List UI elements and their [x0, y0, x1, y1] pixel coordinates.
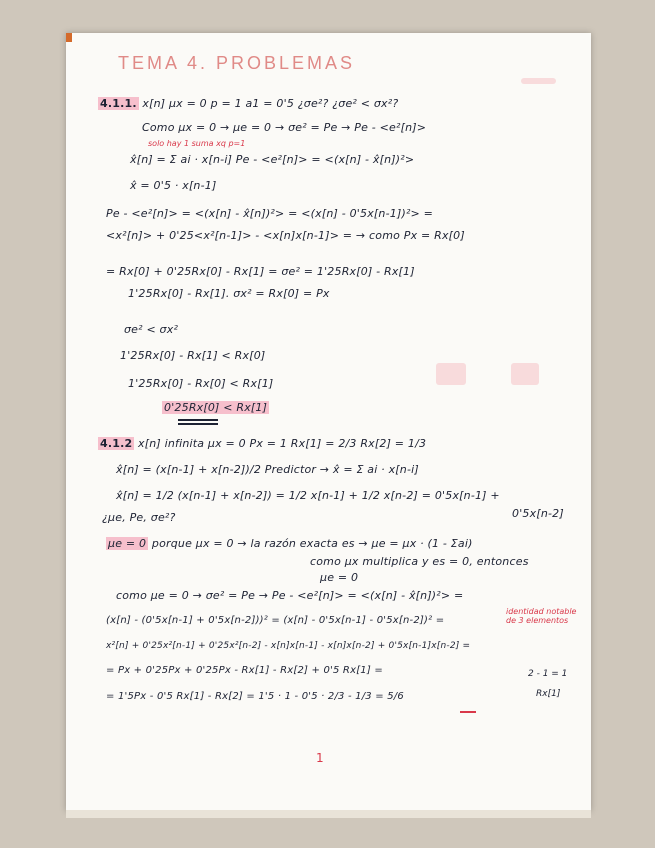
side-note: Rx[1] — [536, 689, 561, 699]
highlight-smudge — [521, 78, 556, 84]
page-number: 1 — [316, 751, 324, 765]
text-line: = Rx[0] + 0'25Rx[0] - Rx[1] = σe² = 1'25Rx[0] - Rx[1] — [106, 265, 415, 278]
text-line: como μx multiplica y es = 0, entonces — [310, 555, 529, 568]
section-2-statement: x[n] infinita μx = 0 Px = 1 Rx[1] = 2/3 Rx[2] = 1/3 — [138, 437, 427, 450]
text-line: ¿μe, Pe, σe²? — [102, 511, 176, 524]
text-line: x̂ = 0'5 · x[n-1] — [130, 179, 217, 192]
side-note: 2 - 1 = 1 — [528, 669, 568, 679]
section-1-statement: x[n] μx = 0 p = 1 a1 = 0'5 ¿σe²? ¿σe² < σx²? — [142, 97, 399, 110]
page-title: TEMA 4. PROBLEMAS — [118, 53, 356, 73]
double-underline — [178, 423, 218, 425]
result-underline — [460, 711, 476, 713]
text-line: = 1'5Px - 0'5 Rx[1] - Rx[2] = 1'5 · 1 - 0'5 · 2/3 - 1/3 = 5/6 — [106, 691, 404, 702]
text-line: 1'25Rx[0] - Rx[1] < Rx[0] — [120, 349, 266, 362]
margin-note: identidad notable de 3 elementos — [506, 607, 577, 625]
highlight-smudge — [511, 363, 539, 385]
text-line: como μe = 0 → σe² = Pe → Pe - <e²[n]> = <(x[n] - x̂[n])²> = — [116, 589, 464, 602]
text-line: Pe - <e²[n]> = <(x[n] - x̂[n])²> = <(x[n] - 0'5x[n-1])²> = — [106, 207, 434, 220]
section-2-header — [98, 437, 426, 450]
section-1-header — [98, 97, 398, 110]
text-line: 1'25Rx[0] - Rx[1]. σx² = Rx[0] = Px — [128, 287, 330, 300]
section-1-result — [162, 401, 269, 414]
text-line: σe² < σx² — [124, 323, 179, 336]
corner-tab — [66, 33, 72, 42]
text-line: x̂[n] = 1/2 (x[n-1] + x[n-2]) = 1/2 x[n-1] + 1/2 x[n-2] = 0'5x[n-1] + — [116, 489, 500, 502]
notebook-page — [66, 33, 591, 811]
text-line: <x²[n]> + 0'25<x²[n-1]> - <x[n]x[n-1]> = → como Px = Rx[0] — [106, 229, 465, 242]
text-line — [106, 537, 473, 550]
margin-note: solo hay 1 suma xq p=1 — [148, 139, 246, 148]
text-line: 0'5x[n-2] — [512, 507, 564, 520]
text-line: = Px + 0'25Px + 0'25Px - Rx[1] - Rx[2] + 0'5 Rx[1] = — [106, 665, 383, 676]
text-line: x²[n] + 0'25x²[n-1] + 0'25x²[n-2] - x[n]x[n-1] - x[n]x[n-2] + 0'5x[n-1]x[n-2] = — [106, 641, 471, 651]
section-1-label: 4.1.1. — [100, 97, 137, 110]
text-line: Como μx = 0 → μe = 0 → σe² = Pe → Pe - <e²[n]> — [142, 121, 427, 134]
mu-e-highlight: μe = 0 — [108, 537, 147, 550]
double-underline — [178, 419, 218, 421]
result-highlight: 0'25Rx[0] < Rx[1] — [164, 401, 268, 414]
text-line: 1'25Rx[0] - Rx[0] < Rx[1] — [128, 377, 274, 390]
text-line: x̂[n] = (x[n-1] + x[n-2])/2 Predictor → x̂ = Σ ai · x[n-i] — [116, 463, 419, 476]
section-2-label: 4.1.2 — [100, 437, 133, 450]
page-bottom-edge — [66, 810, 591, 818]
highlight-smudge — [436, 363, 466, 385]
text-line: (x[n] - (0'5x[n-1] + 0'5x[n-2]))² = (x[n] - 0'5x[n-1] - 0'5x[n-2])² = — [106, 615, 445, 626]
text-line-part: porque μx = 0 → la razón exacta es → μe = μx · (1 - Σai) — [151, 537, 473, 550]
text-line: x̂[n] = Σ ai · x[n-i] Pe - <e²[n]> = <(x[n] - x̂[n])²> — [130, 153, 415, 166]
text-line: μe = 0 — [320, 571, 359, 584]
